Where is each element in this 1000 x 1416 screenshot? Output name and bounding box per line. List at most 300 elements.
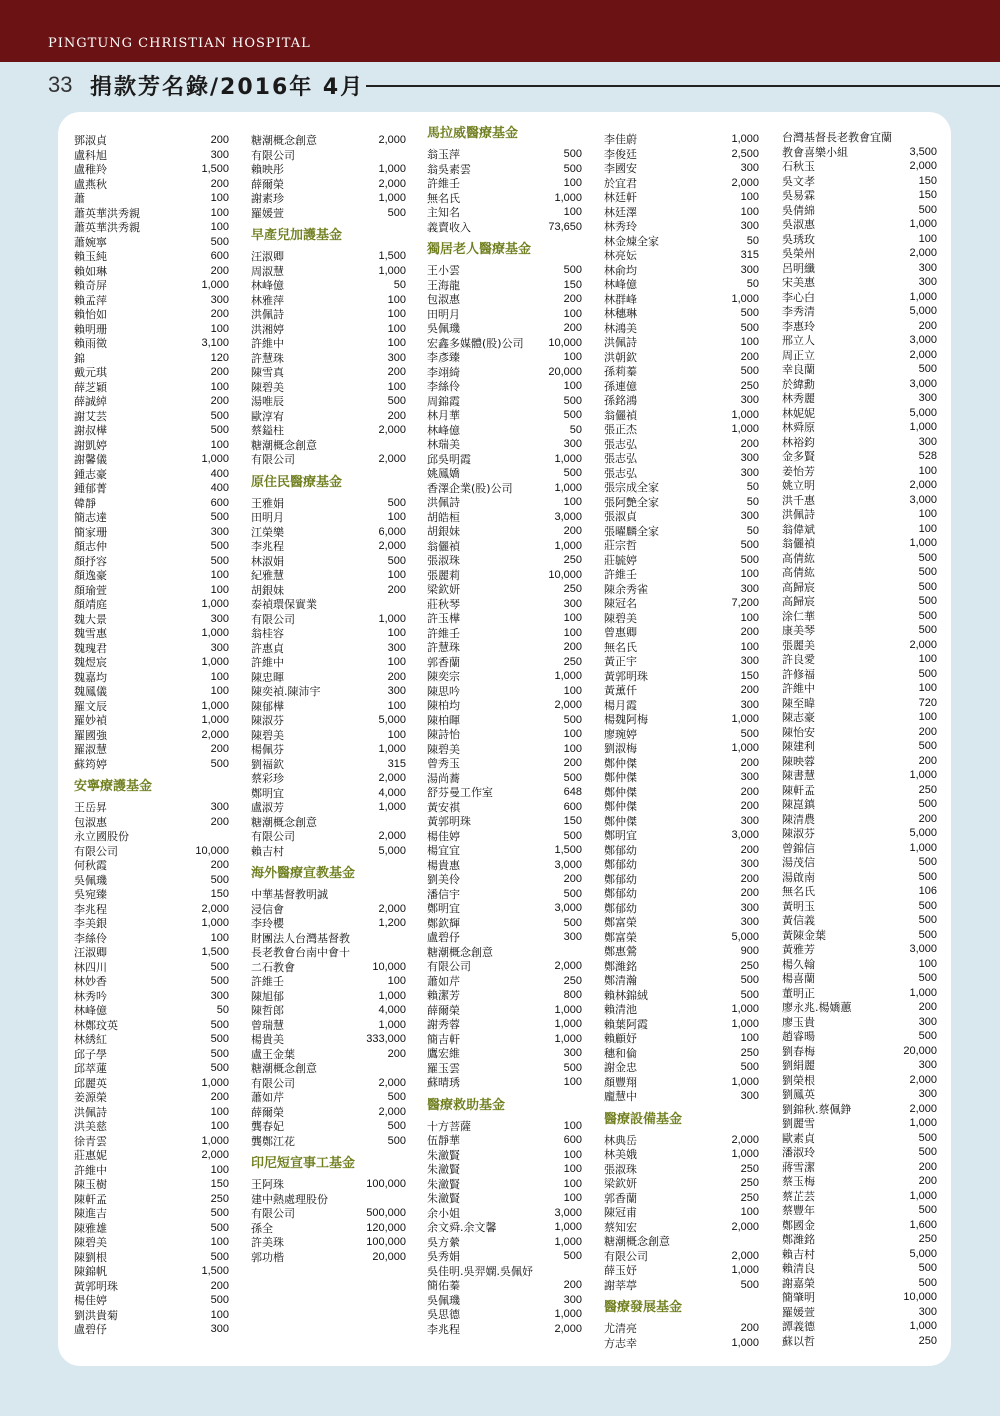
- donor-name: 黃雅芳: [782, 943, 815, 956]
- donor-name: 高倩紘: [782, 566, 815, 579]
- donor-name: 林淑娟: [251, 554, 284, 568]
- donor-row: [604, 480, 759, 495]
- donor-name: 賴明珊: [74, 322, 107, 336]
- donor-row: [251, 293, 406, 308]
- donor-row: [74, 989, 229, 1004]
- donation-amount: 200: [563, 641, 582, 653]
- donation-amount: 300: [740, 814, 759, 827]
- donation-amount: 1,600: [909, 1218, 937, 1231]
- donation-amount: 200: [563, 873, 582, 885]
- donor-name: 郭功楷: [251, 1250, 284, 1264]
- donor-row: [74, 525, 229, 540]
- donor-name: 姚立明: [782, 479, 815, 492]
- donation-amount: 2,000: [378, 902, 406, 915]
- donation-amount: 100: [740, 1206, 759, 1218]
- donation-amount: 500: [740, 321, 759, 334]
- donation-amount: 2,000: [731, 1249, 759, 1262]
- donation-amount: 500: [563, 467, 582, 479]
- donation-amount: 100: [387, 322, 406, 335]
- donation-amount: 2,000: [731, 1220, 759, 1233]
- donor-row: [427, 655, 582, 670]
- donor-name: 林秀麗: [782, 392, 815, 405]
- donor-row: [251, 757, 406, 772]
- donor-name: 林雅萍: [251, 293, 284, 307]
- donation-amount: 1,000: [201, 656, 229, 668]
- donor-row: [251, 815, 406, 830]
- donor-row: [604, 915, 759, 930]
- donor-row: [427, 988, 582, 1003]
- donor-row: [782, 1145, 937, 1160]
- donor-name: 有限公司: [251, 612, 295, 626]
- donation-amount: 73,650: [548, 220, 582, 233]
- donor-row: [251, 1119, 406, 1134]
- donation-amount: 100: [740, 1032, 759, 1044]
- donor-name: 糖潮概念創意: [604, 1235, 670, 1248]
- donor-row: [604, 683, 759, 698]
- donor-row: [782, 594, 937, 609]
- donor-row: [251, 336, 406, 351]
- donor-row: [74, 1264, 229, 1279]
- donor-row: [74, 177, 229, 192]
- donor-row: [251, 539, 406, 554]
- donor-row: [604, 350, 759, 365]
- donor-row: [604, 857, 759, 872]
- donor-name: 鄭仲傑: [604, 785, 637, 799]
- donor-row: [427, 1162, 582, 1177]
- donation-amount: 200: [563, 322, 582, 334]
- donor-row: [251, 583, 406, 598]
- donor-row: [604, 828, 759, 843]
- donation-amount: 4,000: [378, 1004, 406, 1016]
- donor-row: [251, 1250, 406, 1265]
- donor-name: 李秀清: [782, 305, 815, 318]
- donation-amount: 500: [740, 974, 759, 986]
- donation-amount: 500: [918, 972, 937, 984]
- donor-name: 王岳昇: [74, 801, 107, 814]
- donor-name: 陳碧美: [74, 1236, 107, 1249]
- donor-name: 羅妙禎: [74, 714, 107, 727]
- donation-amount: 300: [563, 931, 582, 943]
- donor-row: [251, 496, 406, 511]
- donation-amount: 10,000: [903, 1291, 937, 1303]
- donation-amount: 600: [210, 496, 229, 509]
- donor-name: 吳榮州: [782, 247, 815, 260]
- donor-row: [251, 1003, 406, 1018]
- donor-name: 魏雪惠: [74, 627, 107, 640]
- donor-row: [74, 1018, 229, 1033]
- donation-amount: 500: [210, 409, 229, 422]
- donation-amount: 1,000: [201, 917, 229, 929]
- donation-amount: 200: [563, 293, 582, 305]
- donation-amount: 300: [918, 435, 937, 448]
- donor-row: [782, 203, 937, 218]
- donation-amount: 250: [563, 655, 582, 668]
- donor-name: 羅媛萱: [251, 206, 284, 220]
- donor-name: 陳奕宗: [427, 670, 460, 683]
- donor-name: 魏煜宸: [74, 656, 107, 669]
- donor-row: [427, 829, 582, 844]
- donor-row: [782, 710, 937, 725]
- donation-amount: 250: [740, 1177, 759, 1189]
- donor-row: [74, 1308, 229, 1323]
- donor-row: [74, 220, 229, 235]
- donor-name: 鄭富榮: [604, 930, 637, 944]
- donor-name: 楊久翰: [782, 957, 815, 971]
- donor-row: [251, 670, 406, 685]
- donation-amount: 200: [918, 1175, 937, 1187]
- donor-name: 許玉樺: [427, 612, 460, 625]
- donor-name: 陳崑鎮: [782, 798, 815, 811]
- donor-name: 主知名: [427, 206, 460, 219]
- donor-name: 賴玉純: [74, 250, 107, 263]
- donor-row: [74, 1322, 229, 1337]
- donor-row: [251, 713, 406, 728]
- donation-amount: 500: [210, 1221, 229, 1234]
- donation-amount: 300: [740, 655, 759, 667]
- donation-amount: 150: [210, 888, 229, 900]
- donor-name: 許維中: [782, 682, 815, 695]
- donor-row: [74, 1148, 229, 1163]
- donor-row: [782, 870, 937, 885]
- donation-amount: 500: [563, 771, 582, 784]
- donor-row: [782, 652, 937, 667]
- donation-amount: 100: [387, 337, 406, 349]
- donor-name: 盧科旭: [74, 148, 107, 162]
- donor-row: [251, 597, 406, 612]
- donation-amount: 50: [746, 524, 759, 537]
- donor-name: 長老教會台南中會十: [251, 946, 350, 959]
- donor-name: 陳進吉: [74, 1207, 107, 1220]
- donor-name: 陳志豪: [782, 711, 815, 724]
- donor-name: 陳奕禎.陳沛宇: [251, 685, 321, 698]
- donation-amount: 200: [210, 743, 229, 755]
- donor-name: 林美娥: [604, 1148, 637, 1161]
- donor-row: [74, 249, 229, 264]
- donor-name: 周淑慧: [251, 264, 284, 278]
- donation-amount: 300: [918, 276, 937, 288]
- donor-name: 莊宗哲: [604, 539, 637, 552]
- donor-row: [74, 844, 229, 859]
- donor-row: [427, 1119, 582, 1134]
- donor-name: 糖潮概念創意: [427, 945, 493, 959]
- donation-amount: 100: [563, 742, 582, 755]
- donor-row: [604, 843, 759, 858]
- donor-row: [782, 1160, 937, 1175]
- donor-row: [251, 1076, 406, 1091]
- donation-amount: 200: [210, 395, 229, 407]
- donor-row: [427, 858, 582, 873]
- donation-amount: 150: [918, 189, 937, 201]
- donation-amount: 2,000: [201, 902, 229, 915]
- donor-name: 伍靜華: [427, 1134, 460, 1147]
- donor-row: [74, 916, 229, 931]
- page-title: 捐款芳名錄/2016年 4月: [90, 75, 365, 100]
- donation-amount: 20,000: [903, 1044, 937, 1057]
- donor-row: [251, 1018, 406, 1033]
- donation-amount: 200: [740, 756, 759, 769]
- donor-row: [251, 945, 406, 960]
- donation-amount: 100: [387, 975, 406, 987]
- donation-amount: 1,500: [201, 1265, 229, 1277]
- donation-amount: 100: [210, 221, 229, 233]
- donation-amount: 2,000: [554, 699, 582, 711]
- donor-row: [427, 698, 582, 713]
- donation-amount: 250: [740, 379, 759, 392]
- donation-amount: 500: [918, 870, 937, 883]
- donor-name: 韓靜: [74, 496, 96, 510]
- donor-name: 許維中: [74, 1163, 107, 1177]
- donor-name: 蘇晴琇: [427, 1076, 460, 1089]
- donation-amount: 300: [563, 597, 582, 610]
- donation-amount: 500: [563, 1250, 582, 1262]
- donation-amount: 100: [563, 351, 582, 363]
- donor-row: [604, 1176, 759, 1191]
- donor-name: 呂明纖: [782, 261, 815, 275]
- donor-row: [251, 322, 406, 337]
- donor-row: [427, 220, 582, 235]
- donor-row: [251, 438, 406, 453]
- donation-amount: 200: [210, 264, 229, 277]
- donor-row: [604, 219, 759, 234]
- donor-row: [604, 451, 759, 466]
- donor-row: [427, 1278, 582, 1293]
- donation-amount: 1,000: [554, 1235, 582, 1248]
- donor-name: 孫連億: [604, 379, 637, 393]
- donor-row: [427, 394, 582, 409]
- donor-name: 建中熱處理股份: [251, 1192, 328, 1206]
- donor-row: [251, 1134, 406, 1149]
- donation-amount: 400: [210, 482, 229, 494]
- donor-name: 許維中: [251, 656, 284, 669]
- donor-name: 王雅娟: [251, 496, 284, 510]
- donation-amount: 648: [563, 786, 582, 798]
- donation-amount: 500: [918, 624, 937, 636]
- donor-name: 宏鑫多媒體(股)公司: [427, 336, 524, 350]
- donor-name: 謝嘉榮: [782, 1276, 815, 1290]
- donor-row: [782, 1261, 937, 1276]
- donation-amount: 500: [210, 873, 229, 886]
- donation-amount: 300: [740, 901, 759, 914]
- donation-amount: 1,000: [554, 1221, 582, 1233]
- donation-amount: 1,000: [378, 989, 406, 1002]
- donation-amount: 250: [918, 783, 937, 796]
- donor-row: [427, 510, 582, 525]
- donor-name: 吳佩璣: [427, 1293, 460, 1307]
- donor-row: [604, 263, 759, 278]
- donation-amount: 2,000: [201, 728, 229, 741]
- donor-name: 魏嘉均: [74, 670, 107, 684]
- donation-amount: 1,000: [554, 1032, 582, 1045]
- donation-amount: 200: [740, 843, 759, 856]
- donor-row: [782, 536, 937, 551]
- donation-amount: 333,000: [366, 1033, 406, 1045]
- donor-name: 林瑞美: [427, 438, 460, 451]
- donor-row: [74, 394, 229, 409]
- donor-row: [782, 942, 937, 957]
- donor-row: [74, 293, 229, 308]
- donor-row: [782, 275, 937, 290]
- donor-name: 陳余秀雀: [604, 582, 648, 596]
- donation-amount: 1,000: [554, 452, 582, 465]
- donor-name: 謝莘葶: [604, 1278, 637, 1292]
- donor-name: 劉麗雪: [782, 1117, 815, 1130]
- donation-amount: 500: [210, 1294, 229, 1306]
- donor-row: [427, 1017, 582, 1032]
- donation-amount: 300: [563, 1047, 582, 1059]
- donation-amount: 2,000: [909, 1102, 937, 1115]
- donation-amount: 2,000: [378, 540, 406, 552]
- donation-amount: 200: [563, 1279, 582, 1291]
- donor-name: 蕭如芹: [251, 1091, 284, 1104]
- donation-amount: 1,000: [554, 1018, 582, 1030]
- donation-amount: 50: [746, 234, 759, 247]
- donor-name: 紀雅慧: [251, 569, 284, 582]
- donor-name: 張淑珠: [427, 554, 460, 567]
- donation-amount: 100: [918, 464, 937, 477]
- donor-row: [604, 625, 759, 640]
- donor-row: [782, 362, 937, 377]
- donor-row: [782, 1203, 937, 1218]
- donation-amount: 100: [210, 583, 229, 596]
- donation-amount: 200: [387, 409, 406, 422]
- donor-row: [251, 655, 406, 670]
- donation-amount: 500: [563, 148, 582, 160]
- donation-amount: 150: [563, 278, 582, 291]
- donor-name: 邱麗英: [74, 1076, 107, 1090]
- donor-name: 陳怡安: [782, 725, 815, 739]
- donor-name: 邱萃蓮: [74, 1062, 107, 1075]
- donor-name: 羅國強: [74, 728, 107, 742]
- donation-amount: 300: [740, 263, 759, 276]
- donor-row: [74, 1119, 229, 1134]
- donor-name: 湯茂信: [782, 856, 815, 869]
- donor-name: 姜怡芳: [782, 464, 815, 478]
- donor-row: [74, 684, 229, 699]
- donation-amount: 200: [740, 437, 759, 450]
- donation-amount: 1,000: [201, 598, 229, 610]
- donor-name: 陳詩怡: [427, 728, 460, 741]
- donor-name: 鄭濰銘: [604, 959, 637, 973]
- donor-name: 鍾郁菁: [74, 482, 107, 495]
- donor-name: 鄭郁幼: [604, 858, 637, 871]
- fund-heading: 原住民醫療基金: [251, 474, 343, 490]
- donor-row: [782, 145, 937, 160]
- donor-row: [604, 364, 759, 379]
- donor-name: 有限公司: [251, 1076, 295, 1090]
- donation-amount: 100: [918, 653, 937, 665]
- donor-name: 謝凱婷: [74, 438, 107, 452]
- donor-name: 張麗美: [782, 638, 815, 652]
- donor-name: 王阿珠: [251, 1178, 284, 1191]
- donation-amount: 150: [563, 815, 582, 827]
- donor-row: [251, 249, 406, 264]
- donor-name: 賴清良: [782, 1262, 815, 1275]
- donation-amount: 2,000: [378, 1105, 406, 1118]
- donation-amount: 1,000: [731, 133, 759, 145]
- donor-row: [604, 944, 759, 959]
- donor-name: 林廷軒: [604, 191, 637, 204]
- donation-amount: 5,000: [378, 714, 406, 726]
- donation-amount: 500: [918, 363, 937, 375]
- donor-row: [251, 307, 406, 322]
- donor-name: 顏靖庭: [74, 598, 107, 611]
- donor-row: [74, 641, 229, 656]
- donor-row: [74, 960, 229, 975]
- donor-row: [251, 786, 406, 801]
- donation-amount: 1,000: [909, 218, 937, 230]
- donor-row: [427, 626, 582, 641]
- donation-amount: 100: [563, 1076, 582, 1088]
- donation-amount: 1,000: [909, 290, 937, 303]
- donation-amount: 500: [210, 1250, 229, 1263]
- donation-amount: 50: [569, 423, 582, 436]
- donor-name: 黃薰仟: [604, 684, 637, 697]
- donation-amount: 250: [740, 1191, 759, 1204]
- donor-row: [604, 292, 759, 307]
- donor-row: [782, 1058, 937, 1073]
- donation-amount: 200: [563, 757, 582, 769]
- donor-name: 陳碧美: [604, 611, 637, 625]
- donor-name: 許維壬: [427, 177, 460, 190]
- donation-amount: 2,000: [909, 160, 937, 172]
- donor-name: 羅淑慧: [74, 743, 107, 756]
- donor-name: 陳映蓉: [782, 754, 815, 768]
- donor-row: [604, 770, 759, 785]
- donation-amount: 300: [210, 148, 229, 161]
- donor-name: 陳碧美: [427, 742, 460, 756]
- donor-name: 教會喜樂小組: [782, 145, 848, 159]
- donation-amount: 20,000: [372, 1250, 406, 1263]
- donation-amount: 300: [740, 452, 759, 464]
- donor-name: 林鄭玟英: [74, 1018, 118, 1032]
- donor-row: [427, 597, 582, 612]
- donation-amount: 1,500: [378, 250, 406, 262]
- donor-row: [782, 1218, 937, 1233]
- donor-row: [782, 565, 937, 580]
- donor-name: 賴葉阿霞: [604, 1017, 648, 1031]
- donor-row: [251, 829, 406, 844]
- donation-amount: 100: [210, 931, 229, 944]
- donor-row: [427, 669, 582, 684]
- donation-amount: 500: [563, 713, 582, 726]
- donation-amount: 200: [740, 684, 759, 696]
- donor-name: 盧稚羚: [74, 163, 107, 176]
- donor-name: 黃郭明珠: [74, 1279, 118, 1293]
- donation-amount: 106: [918, 885, 937, 897]
- donor-name: 簡肇明: [782, 1291, 815, 1304]
- donor-name: 吳倩綿: [782, 203, 815, 217]
- donation-amount: 100: [918, 682, 937, 694]
- donation-amount: 5,000: [909, 406, 937, 419]
- donation-amount: 300: [918, 1305, 937, 1318]
- donor-name: 劉洪貴菊: [74, 1308, 118, 1322]
- donor-name: 於緯勳: [782, 377, 815, 391]
- donor-name: 楊月霞: [604, 698, 637, 712]
- donation-amount: 500: [210, 975, 229, 987]
- donor-name: 蕭英華洪秀親: [74, 206, 140, 220]
- donor-name: 許修福: [782, 667, 815, 681]
- donation-amount: 100: [740, 611, 759, 624]
- donation-amount: 100: [210, 438, 229, 451]
- donor-name: 鄭明宜: [604, 829, 637, 842]
- donor-name: 盧淑芳: [251, 801, 284, 814]
- donor-name: 高歸宸: [782, 580, 815, 594]
- donation-amount: 300: [740, 1090, 759, 1102]
- donor-name: 羅媛萱: [782, 1305, 815, 1319]
- fund-heading: 獨居老人醫療基金: [427, 242, 532, 257]
- donation-amount: 3,000: [731, 829, 759, 841]
- donor-row: [782, 739, 937, 754]
